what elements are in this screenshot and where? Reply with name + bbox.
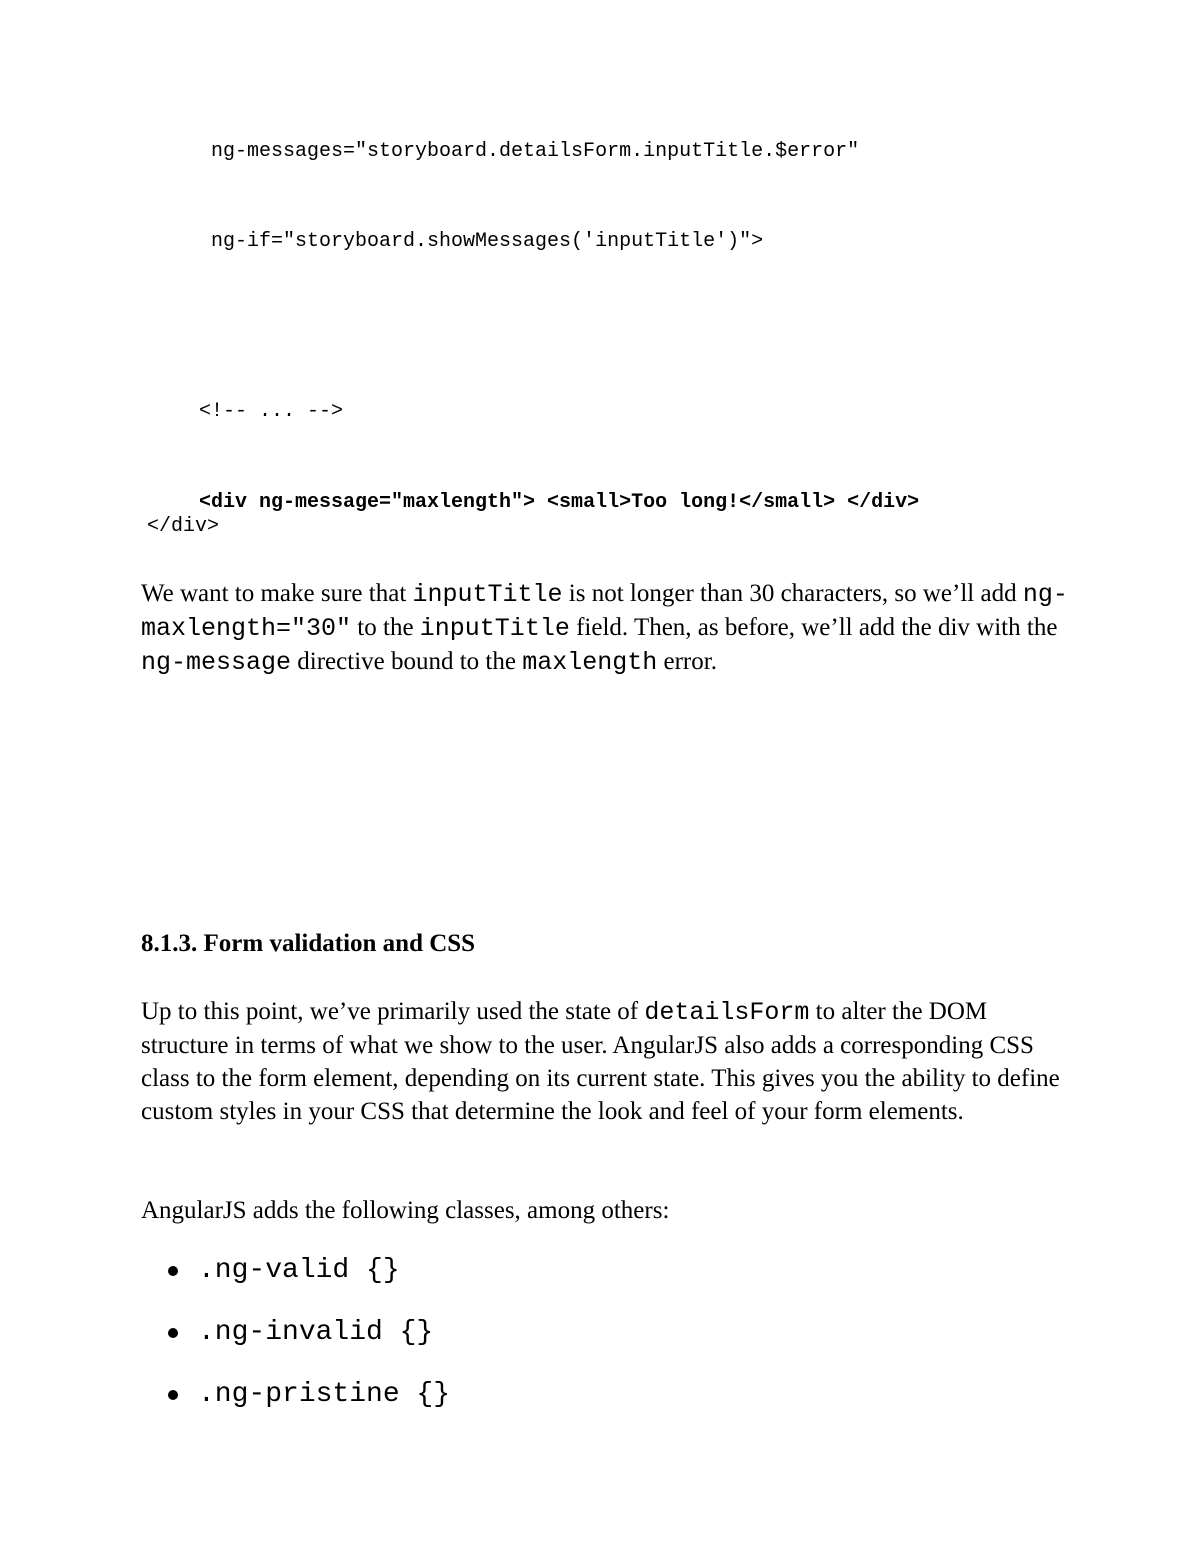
bullet-icon: [168, 1390, 178, 1400]
text-run: We want to make sure that: [141, 580, 413, 607]
code-line-ng-if: ng-if="storyboard.showMessages('inputTitle')">: [211, 230, 764, 253]
bullet-icon: [168, 1266, 178, 1276]
code-line-closing-div: </div>: [147, 515, 220, 538]
list-item-text: .ng-valid {}: [198, 1255, 400, 1286]
code-line-ng-message-div: <div ng-message="maxlength"> <small>Too long!</small> </div>: [199, 491, 920, 514]
text-run: field. Then, as before, we’ll add the div with the: [569, 614, 1058, 641]
inline-code: ng-message: [141, 648, 292, 677]
inline-code: detailsForm: [644, 998, 810, 1027]
code-line-comment: <!-- ... -->: [199, 400, 344, 423]
text-run: directive bound to the: [291, 648, 523, 675]
text-run: to alter the DOM structure in terms of what we show to the user. AngularJS also adds a corresponding CSS class to the form element, depending on its current state. This gives you the ability to define custom styles in your CSS that determine the look and feel of your form elements.: [141, 998, 1060, 1125]
text-run: is not longer than 30 characters, so we’ll add: [562, 580, 1023, 607]
inline-code: inputTitle: [412, 580, 563, 609]
paragraph-maxlength: [141, 577, 1071, 679]
paragraph-classes-intro: AngularJS adds the following classes, among others:: [141, 1197, 670, 1224]
text-run: error.: [657, 648, 717, 675]
text-run: to the: [351, 614, 420, 641]
inline-code: maxlength: [522, 648, 658, 677]
code-line-ng-messages: ng-messages="storyboard.detailsForm.inputTitle.$error": [211, 140, 860, 163]
bullet-icon: [168, 1328, 178, 1338]
list-item: [168, 1252, 400, 1292]
list-item-text: .ng-pristine {}: [198, 1379, 451, 1410]
list-item-text: .ng-invalid {}: [198, 1317, 434, 1348]
inline-code: inputTitle: [419, 614, 570, 643]
text-run: Up to this point, we’ve primarily used the state of: [141, 998, 645, 1025]
section-heading: 8.1.3. Form validation and CSS: [141, 930, 476, 957]
list-item: [168, 1376, 451, 1416]
paragraph-form-state: [141, 995, 1071, 1128]
inline-code: ng-maxlength="30": [141, 580, 1068, 643]
list-item: [168, 1314, 434, 1354]
